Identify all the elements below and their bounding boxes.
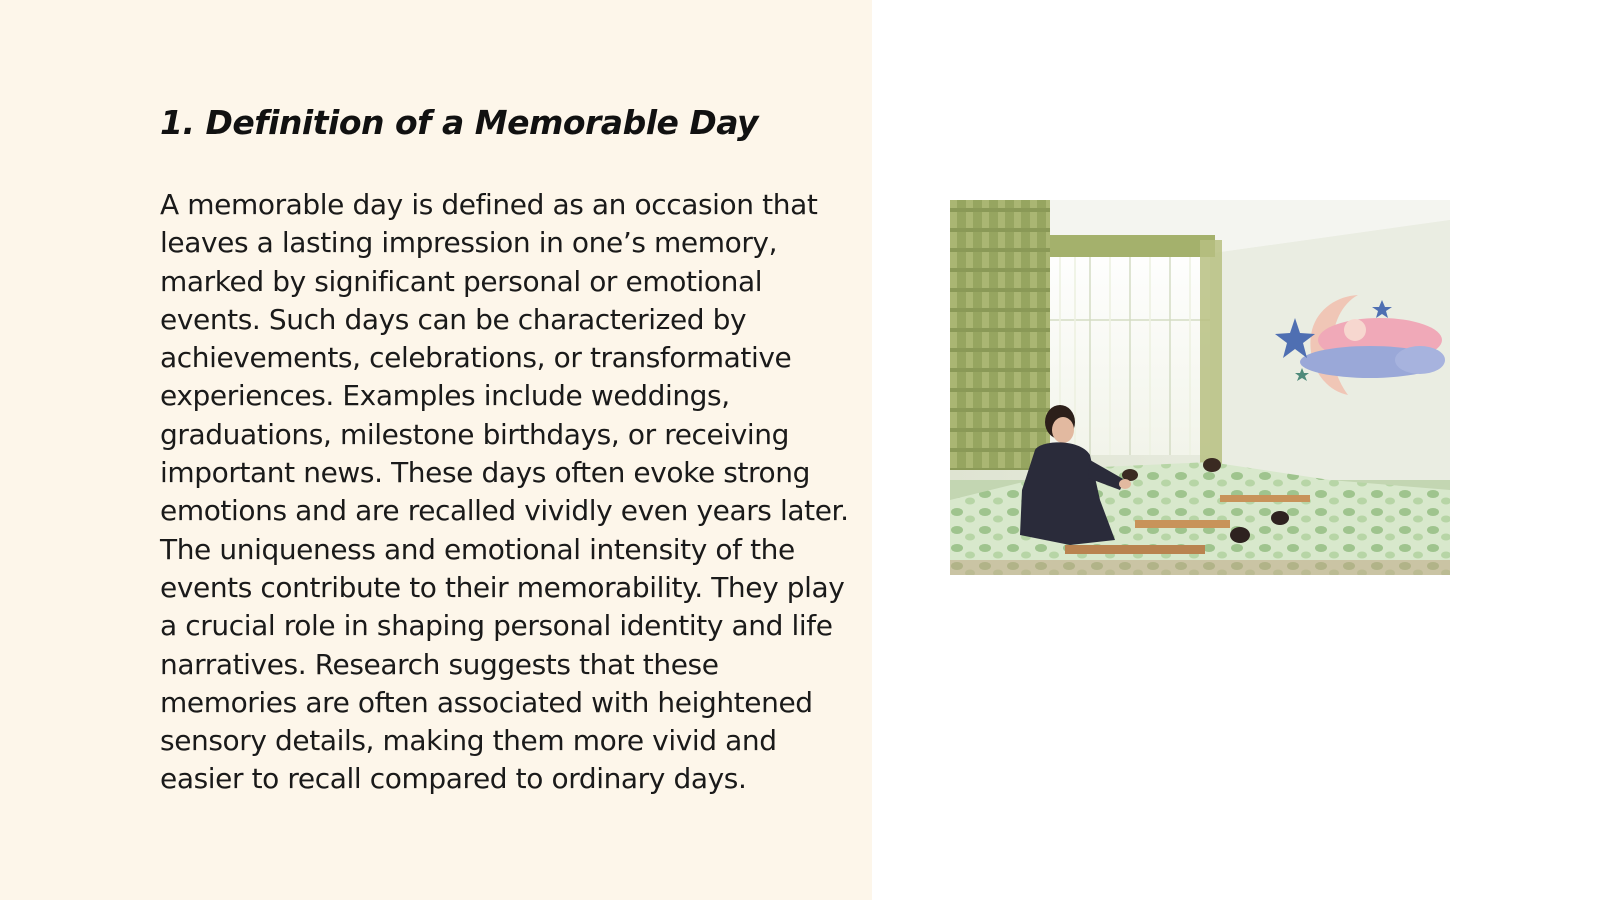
nap-room-photo <box>950 200 1450 575</box>
slide-title: 1. Definition of a Memorable Day <box>160 103 759 142</box>
slide-body-text: A memorable day is defined as an occasion that leaves a lasting impression in one’s memory, marked by significant personal or emotional events. Such days can be characterized by achievements, celebrations, or transformative experiences. Examples include weddings, graduations, milestone birthdays, or receiving important news. These days often evoke strong emotions and are recalled vividly even years later. The uniqueness and emotional intensity of the events contribute to their memorability. They play a crucial role in shaping personal identity and life narratives. Research suggests that these memories are often associated with heightened sensory details, making them more vivid and easier to recall compared to ordinary days. <box>160 188 849 796</box>
